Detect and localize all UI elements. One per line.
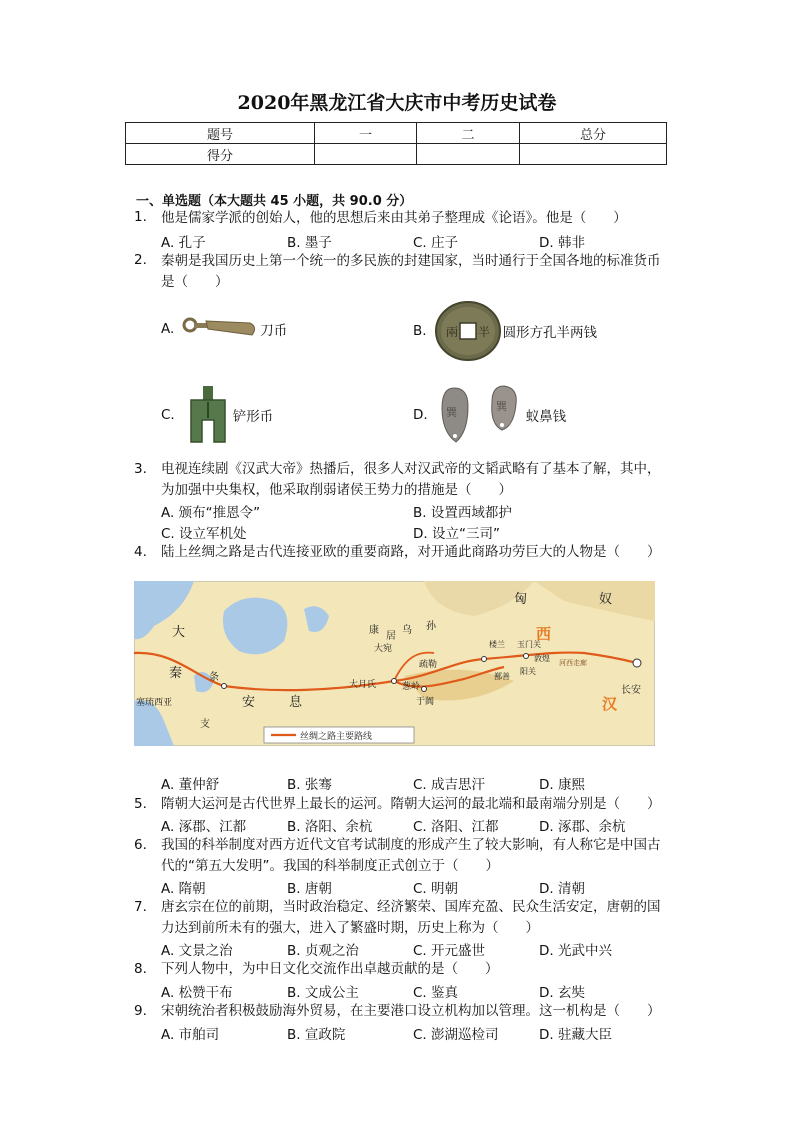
score-cell bbox=[315, 144, 417, 165]
option: C. 洛阳、江都 bbox=[413, 819, 499, 835]
question-number: 4. bbox=[134, 544, 147, 560]
option: C. 鉴真 bbox=[413, 985, 459, 1001]
option: B. 张骞 bbox=[287, 777, 332, 793]
map-label: 玉门关 bbox=[517, 640, 541, 649]
silk-road-map bbox=[134, 581, 655, 746]
map-label: 疏勒 bbox=[419, 660, 438, 670]
option: B. 设置西域都护 bbox=[413, 505, 512, 521]
question-stem: 宋朝统治者积极鼓励海外贸易，在主要港口设立机构加以管理。这一机构是（ ） bbox=[161, 1003, 661, 1019]
knife-coin-image bbox=[180, 315, 260, 343]
score-cell bbox=[417, 144, 520, 165]
option: D. 康熙 bbox=[539, 777, 585, 793]
option: C. 明朝 bbox=[413, 881, 459, 897]
map-label: 大 bbox=[172, 625, 186, 640]
map-label: 居 bbox=[386, 631, 396, 642]
map-label: 阳关 bbox=[520, 667, 536, 676]
map-label: 奴 bbox=[599, 592, 613, 607]
map-label: 大月氏 bbox=[349, 680, 377, 690]
question-number: 9. bbox=[134, 1003, 147, 1019]
question-stem: 下列人物中，为中日文化交流作出卓越贡献的是（ ） bbox=[161, 961, 499, 977]
page-title: 2020年黑龙江省大庆市中考历史试卷 bbox=[237, 92, 557, 114]
question-stem: 隋朝大运河是古代世界上最长的运河。隋朝大运河的最北端和最南端分别是（ ） bbox=[161, 796, 661, 812]
option-b bbox=[413, 300, 597, 362]
map-label: 大宛 bbox=[374, 644, 393, 654]
question-number: 7. bbox=[134, 899, 147, 915]
map-label: 塞琉西亚 bbox=[136, 698, 173, 708]
map-label: 息 bbox=[289, 695, 303, 710]
map-label: 鄯善 bbox=[494, 672, 510, 681]
option-c bbox=[161, 384, 273, 446]
map-label: 乌 bbox=[402, 625, 412, 636]
question-number: 1. bbox=[134, 209, 147, 225]
map-label: 安 bbox=[242, 695, 256, 710]
map-label: 汉 bbox=[602, 695, 618, 713]
map-label: 西 bbox=[536, 625, 552, 643]
question-stem: 秦朝是我国历史上第一个统一的多民族的封建国家，当时通行于全国各地的标准货币是（ ） bbox=[161, 253, 661, 290]
option-d bbox=[413, 384, 566, 446]
score-header-cell: 一 bbox=[315, 123, 417, 144]
map-label: 康 bbox=[369, 625, 379, 636]
option: C. 澎湖巡检司 bbox=[413, 1027, 499, 1043]
question-number: 5. bbox=[134, 796, 147, 812]
svg-text:半: 半 bbox=[477, 325, 490, 339]
spade-coin-image bbox=[183, 384, 233, 446]
option: D. 驻藏大臣 bbox=[539, 1027, 612, 1043]
svg-text:兩: 兩 bbox=[445, 325, 458, 339]
option: C. 开元盛世 bbox=[413, 943, 486, 959]
question-stem: 陆上丝绸之路是古代连接亚欧的重要商路，对开通此商路功劳巨大的人物是（ ） bbox=[161, 544, 661, 560]
option-caption: 圆形方孔半两钱 bbox=[502, 325, 598, 341]
option: A. 松赞干布 bbox=[161, 985, 233, 1001]
option: B. 文成公主 bbox=[287, 985, 359, 1001]
option: D. 设立“三司” bbox=[413, 526, 500, 542]
option-letter: D. bbox=[413, 407, 428, 423]
question-stem: 唐玄宗在位的前期，当时政治稳定、经济繁荣、国库充盈、民众生活安定，唐朝的国力达到前所未有的强大，进入了繁盛时期，历史上称为（ ） bbox=[161, 899, 661, 936]
map-legend: 丝绸之路主要路线 bbox=[300, 732, 373, 742]
map-label: 支 bbox=[200, 719, 210, 730]
option: C. 设立军机处 bbox=[161, 526, 247, 542]
option-caption: 铲形币 bbox=[232, 409, 274, 425]
option-letter: C. bbox=[161, 407, 175, 423]
question-stem: 我国的科举制度对西方近代文官考试制度的形成产生了较大影响，有人称它是中国古代的“第五大发明”。我国的科举制度正式创立于（ ） bbox=[161, 837, 661, 874]
map-label: 葱岭 bbox=[402, 682, 421, 692]
question-number: 2. bbox=[134, 252, 147, 268]
map-label: 于阗 bbox=[416, 697, 435, 707]
option-caption: 蚁鼻钱 bbox=[525, 409, 567, 425]
section-heading: 一、单选题（本大题共 45 小题，共 90.0 分） bbox=[136, 194, 413, 209]
ant-nose-coin-image bbox=[436, 384, 526, 446]
question-number: 6. bbox=[134, 837, 147, 853]
option: B. 洛阳、余杭 bbox=[287, 819, 373, 835]
option: A. 董仲舒 bbox=[161, 777, 220, 793]
option: A. 文景之治 bbox=[161, 943, 233, 959]
map-label: 秦 bbox=[169, 666, 183, 681]
banliang-coin-image bbox=[433, 300, 503, 362]
question-stem: 电视连续剧《汉武大帝》热播后，很多人对汉武帝的文韬武略有了基本了解，其中，为加强中央集权，他采取削弱诸侯王势力的措施是（ ） bbox=[161, 461, 661, 498]
score-header-cell: 二 bbox=[417, 123, 520, 144]
score-cell bbox=[520, 144, 667, 165]
option: A. 孔子 bbox=[161, 235, 206, 251]
map-label: 长安 bbox=[621, 685, 641, 696]
option: A. 隋朝 bbox=[161, 881, 206, 897]
option-caption: 刀币 bbox=[260, 323, 288, 339]
option: B. 贞观之治 bbox=[287, 943, 359, 959]
svg-text:巽: 巽 bbox=[495, 400, 507, 413]
map-label: 河西走廊 bbox=[559, 659, 587, 667]
option-letter: B. bbox=[413, 323, 427, 339]
option: A. 市舶司 bbox=[161, 1027, 220, 1043]
option: D. 玄奘 bbox=[539, 985, 585, 1001]
option: B. 唐朝 bbox=[287, 881, 332, 897]
score-table-header-row bbox=[126, 123, 667, 144]
question-stem: 他是儒家学派的创始人，他的思想后来由其弟子整理成《论语》。他是（ ） bbox=[161, 210, 627, 226]
option: C. 成吉思汗 bbox=[413, 777, 486, 793]
option: B. 墨子 bbox=[287, 235, 332, 251]
option: D. 涿郡、余杭 bbox=[539, 819, 626, 835]
option: D. 韩非 bbox=[539, 235, 585, 251]
score-table-row bbox=[126, 144, 667, 165]
map-label: 敦煌 bbox=[534, 654, 550, 663]
option: A. 颁布“推恩令” bbox=[161, 505, 261, 521]
option: D. 清朝 bbox=[539, 881, 585, 897]
map-label: 孙 bbox=[426, 621, 436, 632]
map-label: 条 bbox=[209, 672, 219, 683]
option: A. 涿郡、江都 bbox=[161, 819, 247, 835]
option: D. 光武中兴 bbox=[539, 943, 612, 959]
question-number: 8. bbox=[134, 961, 147, 977]
option: B. 宣政院 bbox=[287, 1027, 346, 1043]
option-letter: A. bbox=[161, 321, 175, 337]
score-table bbox=[125, 122, 667, 165]
score-header-cell: 题号 bbox=[126, 123, 315, 144]
map-label: 匈 bbox=[514, 592, 528, 607]
map-label: 楼兰 bbox=[489, 640, 505, 649]
svg-text:巽: 巽 bbox=[445, 406, 457, 419]
question-number: 3. bbox=[134, 461, 147, 477]
score-header-cell: 总分 bbox=[520, 123, 667, 144]
option: C. 庄子 bbox=[413, 235, 459, 251]
option-a bbox=[161, 315, 287, 343]
score-row-label: 得分 bbox=[126, 144, 315, 165]
